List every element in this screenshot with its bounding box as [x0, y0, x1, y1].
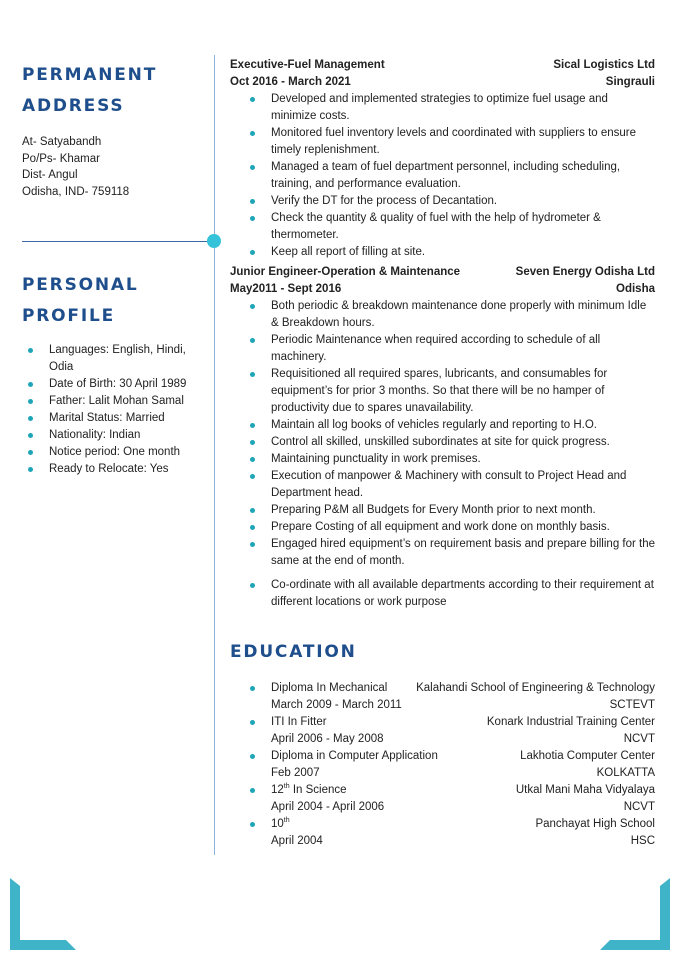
- bullet-icon: [28, 348, 33, 353]
- profile-list: [22, 342, 212, 478]
- edu-institute: Konark Industrial Training Center: [486, 716, 655, 728]
- profile-section: [22, 270, 212, 478]
- job-bullet: Co-ordinate with all available departments according to their requirement at different locations or work purpose: [230, 577, 655, 611]
- job-bullet: Check the quantity & quality of fuel with the help of hydrometer & thermometer.: [230, 210, 655, 244]
- bullet-icon: [250, 583, 255, 588]
- address-line: Odisha, IND- 759118: [22, 185, 130, 198]
- job-bullets: [230, 298, 655, 611]
- job-title-row: [230, 264, 655, 281]
- edu-dates: March 2009 - March 2011: [271, 699, 402, 711]
- job-bullet: Maintaining punctuality in work premises.: [230, 451, 655, 468]
- job-bullet: Both periodic & breakdown maintenance done properly with minimum Idle & Breakdown hours.: [230, 298, 655, 332]
- job-bullet: Periodic Maintenance when required according to schedule of all machinery.: [230, 332, 655, 366]
- vertical-divider: [214, 55, 215, 855]
- edu-course: Diploma In Mechanical: [271, 682, 388, 694]
- edu-institute: Lakhotia Computer Center: [520, 750, 655, 762]
- bullet-icon: [250, 508, 255, 513]
- corner-left-decoration: [8, 878, 78, 952]
- experience-section: [230, 57, 655, 850]
- bullet-icon: [28, 382, 33, 387]
- profile-item: Marital Status: Married: [22, 410, 212, 427]
- job-bullet: Monitored fuel inventory levels and coordinated with suppliers to ensure timely replenishment.: [230, 125, 655, 159]
- bullet-icon: [250, 525, 255, 530]
- job-bullet: Requisitioned all required spares, lubricants, and consumables for equipment’s for prior 3 months. So that there will be no hamper of productivity due to spares unavailability.: [230, 366, 655, 417]
- edu-dates: Feb 2007: [271, 767, 320, 779]
- bullet-icon: [250, 457, 255, 462]
- edu-board: HSC: [630, 835, 655, 847]
- profile-item: Date of Birth: 30 April 1989: [22, 376, 212, 393]
- divider-dot: [207, 234, 221, 248]
- job-bullet: Verify the DT for the process of Decantation.: [230, 193, 655, 210]
- bullet-icon: [250, 338, 255, 343]
- job-date-row: [230, 74, 655, 91]
- edu-dates: April 2006 - May 2008: [271, 733, 384, 745]
- bullet-icon: [250, 199, 255, 204]
- edu-institute: Utkal Mani Maha Vidyalaya: [515, 784, 655, 796]
- corner-right-decoration: [598, 878, 674, 952]
- profile-item: Father: Lalit Mohan Samal: [22, 393, 212, 410]
- edu-dates: April 2004: [271, 835, 323, 847]
- bullet-icon: [28, 467, 33, 472]
- bullet-icon: [28, 399, 33, 404]
- education-item: [230, 748, 655, 782]
- edu-board: KOLKATTA: [596, 767, 655, 779]
- job-bullet: Execution of manpower & Machinery with consult to Project Head and Department head.: [230, 468, 655, 502]
- bullet-icon: [250, 822, 255, 827]
- job-dates: Oct 2016 - March 2021: [230, 76, 351, 88]
- bullet-icon: [250, 788, 255, 793]
- address-line: At- Satyabandh: [22, 136, 102, 148]
- horizontal-divider: [22, 241, 208, 242]
- job-bullet: Keep all report of filling at site.: [230, 244, 655, 261]
- address-line: Dist- Angul: [22, 169, 78, 181]
- edu-course: 10th: [271, 817, 290, 830]
- bullet-icon: [250, 304, 255, 309]
- bullet-icon: [250, 250, 255, 255]
- edu-dates: April 2004 - April 2006: [271, 801, 385, 813]
- edu-board: NCVT: [623, 733, 655, 745]
- address-heading: PERMANENT ADDRESS: [22, 65, 158, 116]
- bullet-icon: [250, 474, 255, 479]
- profile-item: Languages: English, Hindi, Odia: [22, 342, 212, 376]
- bullet-icon: [250, 542, 255, 547]
- profile-item: Notice period: One month: [22, 444, 212, 461]
- bullet-icon: [250, 131, 255, 136]
- bullet-icon: [250, 440, 255, 445]
- bullet-icon: [250, 686, 255, 691]
- address-line: Po/Ps- Khamar: [22, 152, 100, 165]
- job-location: Odisha: [616, 283, 655, 295]
- education-list: [230, 680, 655, 850]
- edu-course: 12th In Science: [271, 783, 347, 796]
- edu-course: ITI In Fitter: [271, 716, 327, 728]
- job-entry: [230, 57, 655, 261]
- job-bullet: Managed a team of fuel department personnel, including scheduling, training, and performance evaluation.: [230, 159, 655, 193]
- profile-item: Nationality: Indian: [22, 427, 212, 444]
- job-bullet: Control all skilled, unskilled subordinates at site for quick progress.: [230, 434, 655, 451]
- bullet-icon: [28, 416, 33, 421]
- bullet-icon: [250, 97, 255, 102]
- bullet-icon: [250, 423, 255, 428]
- edu-institute: Panchayat High School: [535, 818, 655, 830]
- job-company: Seven Energy Odisha Ltd: [515, 266, 655, 278]
- bullet-icon: [28, 433, 33, 438]
- job-bullet: Maintain all log books of vehicles regularly and reporting to H.O.: [230, 417, 655, 434]
- education-item: [230, 782, 655, 816]
- edu-course: Diploma in Computer Application: [271, 750, 438, 762]
- bullet-icon: [250, 165, 255, 170]
- bullet-icon: [28, 450, 33, 455]
- profile-item: Ready to Relocate: Yes: [22, 461, 212, 478]
- job-bullet: Prepare Costing of all equipment and work done on monthly basis.: [230, 519, 655, 536]
- job-entry: [230, 264, 655, 611]
- job-title: Junior Engineer-Operation & Maintenance: [230, 266, 461, 278]
- bullet-icon: [250, 754, 255, 759]
- job-title: Executive-Fuel Management: [230, 59, 385, 71]
- bullet-icon: [250, 216, 255, 221]
- edu-board: SCTEVT: [609, 699, 655, 711]
- education-item: [230, 680, 655, 714]
- education-heading: EDUCATION: [230, 642, 357, 662]
- edu-institute: Kalahandi School of Engineering & Technology: [416, 682, 655, 694]
- address-block: [22, 134, 212, 200]
- education-item: [230, 816, 655, 850]
- job-location: Singrauli: [605, 76, 655, 88]
- edu-board: NCVT: [623, 801, 655, 813]
- job-bullets: [230, 91, 655, 261]
- education-item: [230, 714, 655, 748]
- profile-heading: PERSONAL PROFILE: [22, 275, 139, 326]
- job-date-row: [230, 281, 655, 298]
- job-bullet: Developed and implemented strategies to optimize fuel usage and minimize costs.: [230, 91, 655, 125]
- job-title-row: [230, 57, 655, 74]
- job-dates: May2011 - Sept 2016: [230, 283, 342, 295]
- address-section: [22, 60, 212, 200]
- bullet-icon: [250, 372, 255, 377]
- job-bullet: Preparing P&M all Budgets for Every Month prior to next month.: [230, 502, 655, 519]
- bullet-icon: [250, 720, 255, 725]
- job-bullet: Engaged hired equipment’s on requirement basis and prepare billing for the same at the end of month.: [230, 536, 655, 570]
- job-company: Sical Logistics Ltd: [553, 59, 655, 71]
